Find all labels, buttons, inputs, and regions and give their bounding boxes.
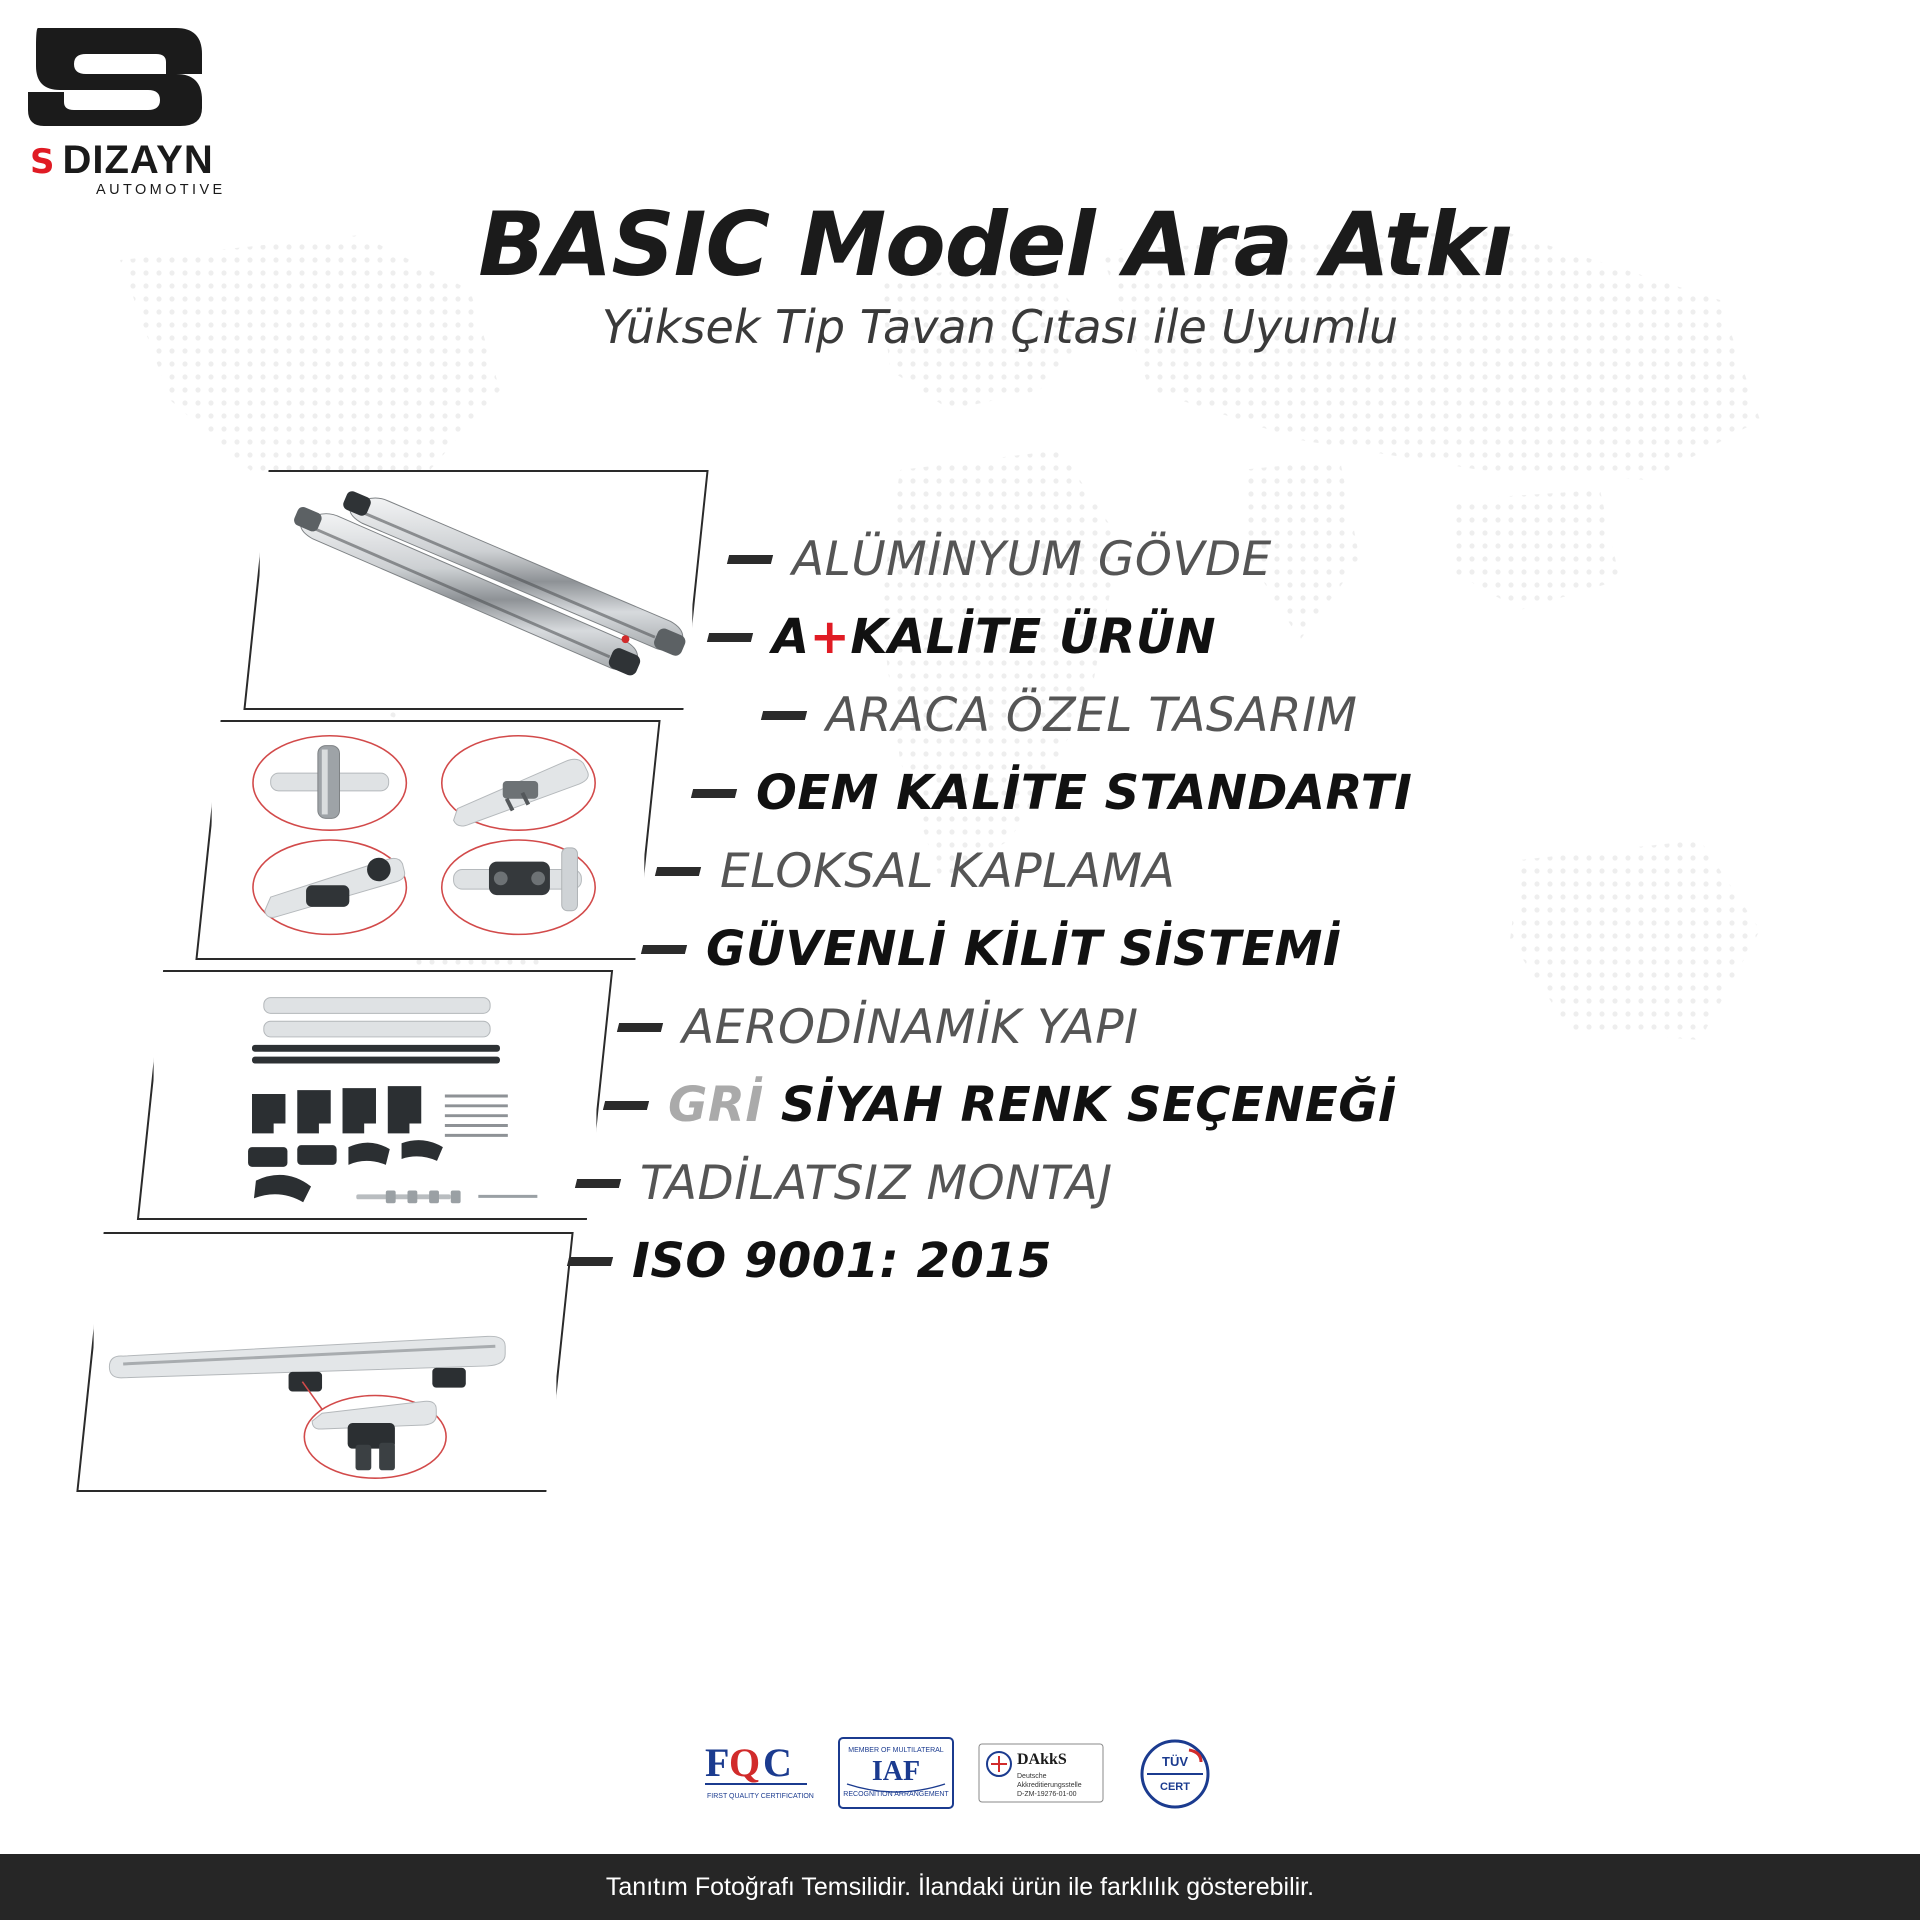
feature-label: AERODİNAMİK YAPI — [682, 999, 1139, 1055]
list-item — [692, 754, 1900, 832]
bullet-dash-icon — [567, 1257, 613, 1266]
list-item — [576, 1144, 1900, 1222]
plus-accent: + — [809, 609, 851, 665]
list-item — [604, 1066, 1900, 1144]
feature-label: ISO 9001: 2015 — [632, 1233, 1053, 1289]
fqc-logo — [697, 1734, 815, 1812]
iaf-logo — [837, 1734, 955, 1812]
feature-label: GRİ SİYAH RENK SEÇENEĞİ — [668, 1077, 1397, 1133]
feature-label: ELOKSAL KAPLAMA — [720, 843, 1176, 899]
bullet-dash-icon — [691, 789, 737, 798]
page-subtitle: Yüksek Tip Tavan Çıtası ile Uyumlu — [601, 299, 1399, 354]
feature-label: GÜVENLİ KİLİT SİSTEMİ — [706, 921, 1342, 977]
certification-logos — [0, 1734, 1920, 1812]
svg-text:Akkreditierungsstelle: Akkreditierungsstelle — [1017, 1782, 1082, 1789]
bullet-dash-icon — [707, 633, 753, 642]
svg-text:D-ZM-19276-01-00: D-ZM-19276-01-00 — [1017, 1791, 1077, 1798]
dakks-logo — [977, 1734, 1105, 1812]
svg-text:Deutsche: Deutsche — [1017, 1773, 1047, 1780]
svg-text:FIRST QUALITY CERTIFICATION: FIRST QUALITY CERTIFICATION — [707, 1793, 814, 1800]
feature-label: TADİLATSIZ MONTAJ — [640, 1155, 1113, 1211]
list-item — [568, 1222, 1900, 1300]
feature-list — [632, 520, 1900, 1300]
svg-text:DAkkS: DAkkS — [1017, 1751, 1067, 1768]
list-item — [708, 598, 1900, 676]
footer-note — [0, 1854, 1920, 1920]
s-dizayn-logo-icon — [26, 22, 212, 132]
feature-label: OEM KALİTE STANDARTI — [756, 765, 1413, 821]
parts-kit-photo — [137, 970, 613, 1220]
bullet-dash-icon — [617, 1023, 663, 1032]
footer-note-text: Tanıtım Fotoğrafı Temsilidir. İlandaki ürün ile farklılık gösterebilir. — [605, 1872, 1315, 1901]
brand-logo — [26, 22, 296, 212]
mounted-detail-photo — [76, 1232, 573, 1492]
bullet-dash-icon — [655, 867, 701, 876]
svg-text:CERT: CERT — [1160, 1781, 1190, 1793]
page-title: BASIC Model Ara Atkı — [478, 193, 1512, 296]
svg-text:F: F — [705, 1740, 730, 1785]
bullet-dash-icon — [575, 1179, 621, 1188]
bullet-dash-icon — [641, 945, 687, 954]
svg-text:IAF: IAF — [871, 1756, 921, 1787]
svg-text:RECOGNITION ARRANGEMENT: RECOGNITION ARRANGEMENT — [843, 1791, 949, 1798]
product-pair-photo — [243, 470, 708, 710]
bullet-dash-icon — [761, 711, 807, 720]
svg-text:C: C — [763, 1740, 792, 1785]
logo-brand-name: DIZAYN — [62, 138, 214, 182]
list-item — [728, 520, 1900, 598]
logo-accent-letter: S — [30, 142, 55, 182]
list-item — [618, 988, 1900, 1066]
svg-text:TÜV: TÜV — [1162, 1754, 1188, 1769]
svg-text:MEMBER OF MULTILATERAL: MEMBER OF MULTILATERAL — [848, 1747, 944, 1754]
bullet-dash-icon — [727, 555, 773, 564]
tuv-cert-logo — [1127, 1734, 1223, 1812]
list-item — [762, 676, 1900, 754]
feature-label: ARACA ÖZEL TASARIM — [826, 687, 1358, 743]
feature-label: A+KALİTE ÜRÜN — [772, 609, 1216, 665]
list-item — [642, 910, 1900, 988]
title-block — [0, 193, 1920, 354]
bullet-dash-icon — [603, 1101, 649, 1110]
logo-tagline: AUTOMOTIVE — [96, 182, 226, 198]
svg-text:Q: Q — [729, 1740, 761, 1785]
detail-closeups-photo — [195, 720, 660, 960]
feature-label: ALÜMİNYUM GÖVDE — [792, 531, 1272, 587]
gray-word: GRİ — [668, 1077, 764, 1133]
list-item — [656, 832, 1900, 910]
